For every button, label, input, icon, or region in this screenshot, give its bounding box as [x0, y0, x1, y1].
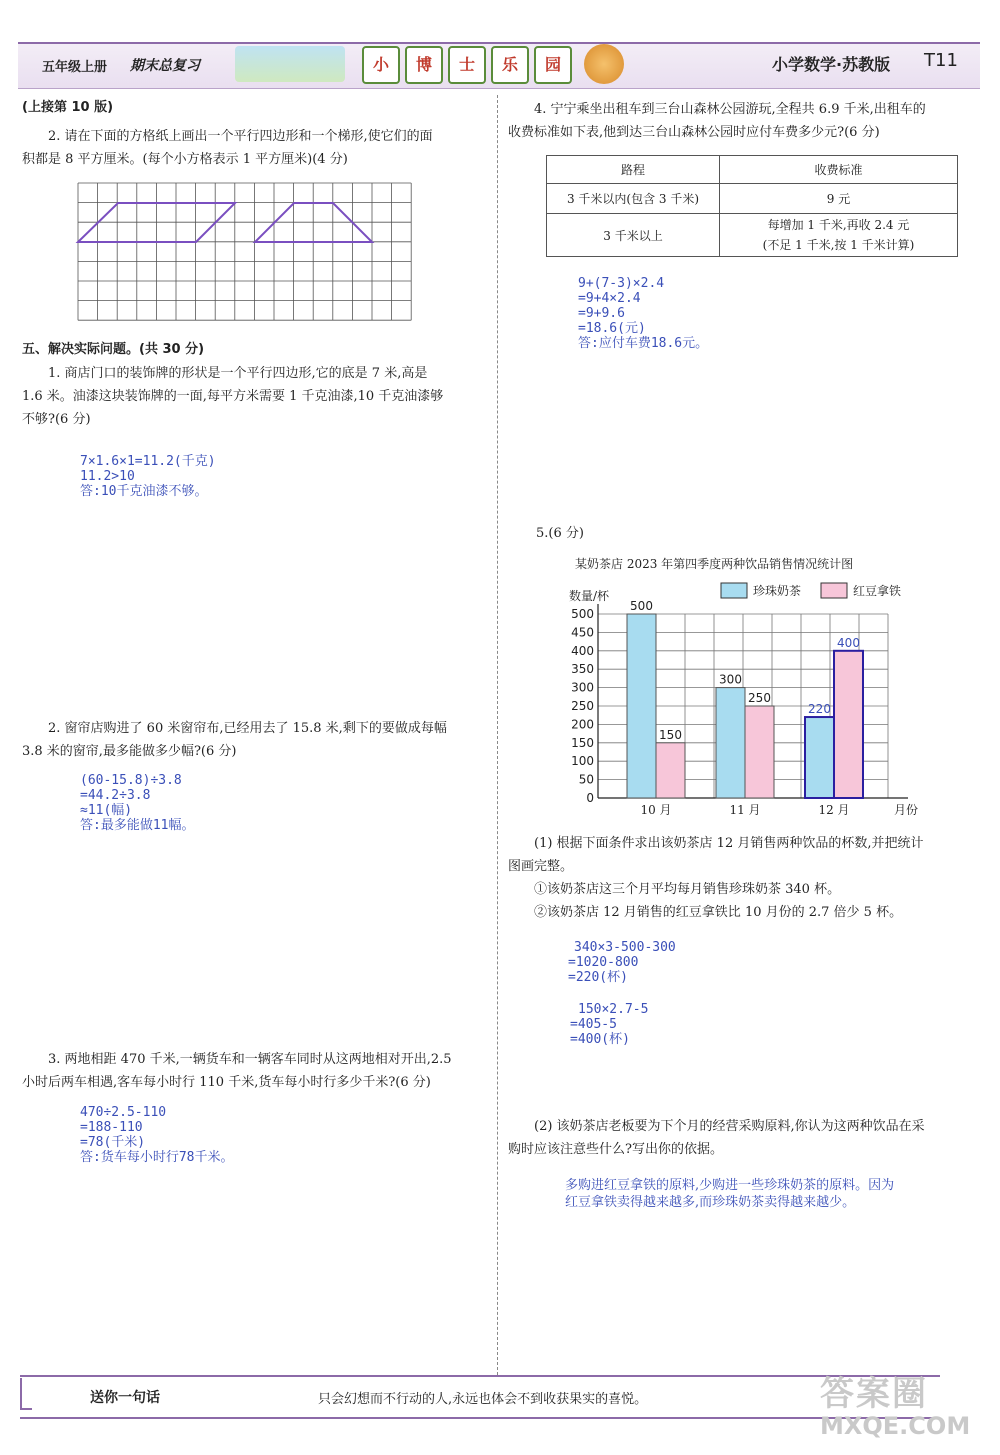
y-tick-label: 300	[571, 680, 594, 695]
p4-ans-2: =9+4×2.4	[578, 291, 641, 306]
p1-ans-2: 11.2>10	[80, 469, 135, 484]
x-axis-label: 月份	[894, 803, 919, 817]
legend-swatch-0	[721, 583, 747, 598]
bar-0-0	[627, 614, 656, 798]
p1-line-3: 不够?(6 分)	[22, 412, 91, 427]
p3-line-1: 3. 两地相距 470 千米,一辆货车和一辆客车同时从这两地相对开出,2.5	[48, 1052, 452, 1067]
tile-4: 乐	[491, 46, 529, 84]
watermark-top: 答案圈	[820, 1374, 928, 1414]
fee-row2-price: 每增加 1 千米,再收 2.4 元	[767, 218, 910, 232]
page-number: T11	[924, 50, 958, 71]
subject-label: 小学数学·苏教版	[772, 55, 891, 74]
fee-header-standard: 收费标准	[720, 156, 958, 184]
p1-answer	[80, 454, 216, 499]
p3-ans-2: =188-110	[80, 1120, 143, 1135]
p2-ans-2: =44.2÷3.8	[80, 788, 151, 803]
q2-text	[22, 125, 492, 171]
p5-ans2-3: =400(杯)	[570, 1032, 630, 1047]
fee-table	[546, 155, 958, 257]
p5-ans3-1: 多购进红豆拿铁的原料,少购进一些珍珠奶茶的原料。因为	[565, 1178, 895, 1193]
bar-value-label: 220	[808, 702, 831, 717]
y-tick-label: 500	[571, 607, 594, 621]
p5-q1-line-3: ①该奶茶店这三个月平均每月销售珍珠奶茶 340 杯。	[534, 882, 841, 897]
chart-title: 某奶茶店 2023 年第四季度两种饮品销售情况统计图	[575, 557, 854, 571]
p5-ans2-2: =405-5	[570, 1017, 617, 1032]
bar-1-0	[656, 743, 685, 798]
p4-answer	[578, 276, 708, 351]
legend-label-1: 红豆拿铁	[853, 584, 902, 598]
p3-text	[22, 1048, 492, 1094]
p5-q2-line-2: 购时应该注意些什么?写出你的依据。	[508, 1142, 723, 1157]
y-tick-label: 250	[571, 699, 594, 713]
p4-ans-5: 答:应付车费18.6元。	[578, 336, 709, 351]
continued-note: (上接第 10 版)	[22, 100, 114, 115]
p3-answer	[80, 1105, 233, 1165]
bar-1-1	[745, 706, 774, 798]
p2-ans-3: ≈11(幅)	[80, 803, 133, 818]
footer-bracket-icon	[20, 1378, 32, 1410]
p5-ans1-3: =220(杯)	[568, 970, 628, 985]
p5-label: 5.(6 分)	[536, 526, 584, 541]
p1-ans-3: 答:10千克油漆不够。	[80, 484, 208, 499]
q2-line-1: 2. 请在下面的方格纸上画出一个平行四边形和一个梯形,使它们的面	[48, 129, 433, 144]
bar-value-label: 150	[659, 727, 682, 742]
p5-q1-line-2: 图画完整。	[508, 859, 574, 874]
y-tick-label: 350	[571, 662, 594, 677]
tile-3: 士	[448, 46, 486, 84]
y-tick-label: 400	[571, 643, 594, 658]
bar-value-label: 300	[719, 672, 742, 687]
p2-line-2: 3.8 米的窗帘,最多能做多少幅?(6 分)	[22, 744, 237, 759]
y-tick-label: 0	[586, 791, 594, 805]
fee-row1-distance: 3 千米以内(包含 3 千米)	[547, 184, 720, 214]
tile-2: 博	[405, 46, 443, 84]
x-tick-label: 11 月	[729, 803, 761, 817]
p3-ans-3: =78(千米)	[80, 1135, 146, 1150]
p3-ans-4: 答:货车每小时行78千米。	[80, 1150, 234, 1165]
p5-q1-line-4: ②该奶茶店 12 月销售的红豆拿铁比 10 月份的 2.7 倍少 5 杯。	[534, 905, 903, 920]
p4-text	[508, 98, 978, 144]
p2-line-1: 2. 窗帘店购进了 60 米窗帘布,已经用去了 15.8 米,剩下的要做成每幅	[48, 721, 447, 736]
x-tick-label: 12 月	[818, 803, 850, 817]
tile-1: 小	[362, 46, 400, 84]
p5-q1-line-1: (1) 根据下面条件求出该奶茶店 12 月销售两种饮品的杯数,并把统计	[534, 836, 924, 851]
bar-0-1	[716, 688, 745, 798]
p1-text	[22, 362, 492, 431]
column-divider	[497, 95, 498, 1375]
p5-ans1-1: 340×3-500-300	[574, 940, 676, 955]
p2-ans-1: (60-15.8)÷3.8	[80, 773, 182, 788]
p5-q1-text	[508, 832, 978, 924]
section-label: 期末总复习	[130, 58, 200, 74]
fee-row2-note: (不足 1 千米,按 1 千米计算)	[762, 238, 915, 252]
tile-5: 园	[534, 46, 572, 84]
p4-ans-3: =9+9.6	[578, 306, 625, 321]
footer-label: 送你一句话	[90, 1390, 160, 1406]
fee-row1-price: 9 元	[720, 184, 958, 214]
p2-ans-4: 答:最多能做11幅。	[80, 818, 195, 833]
legend-label-0: 珍珠奶茶	[753, 584, 802, 598]
p5-q2-text	[508, 1115, 978, 1161]
p5-answer-1	[568, 940, 676, 985]
grade-label: 五年级上册	[42, 60, 108, 75]
p2-answer	[80, 773, 194, 833]
fee-row2-distance: 3 千米以上	[547, 214, 720, 257]
watermark-bottom: MXQE.COM	[820, 1412, 971, 1440]
p4-ans-4: =18.6(元)	[578, 321, 646, 336]
y-tick-label: 50	[578, 772, 594, 787]
mascot-icon	[584, 44, 624, 84]
p4-ans-1: 9+(7-3)×2.4	[578, 276, 665, 291]
p1-ans-1: 7×1.6×1=11.2(千克)	[80, 454, 216, 469]
p4-line-1: 4. 宁宁乘坐出租车到三台山森林公园游玩,全程共 6.9 千米,出租车的	[534, 102, 926, 117]
bar-0-2	[805, 717, 834, 798]
x-tick-label: 10 月	[640, 803, 672, 817]
q2-line-2: 积都是 8 平方厘米。(每个小方格表示 1 平方厘米)(4 分)	[22, 152, 348, 167]
p5-ans1-2: =1020-800	[568, 955, 639, 970]
p2-text	[22, 717, 492, 763]
y-axis-label: 数量/杯	[569, 589, 610, 603]
p1-line-1: 1. 商店门口的装饰牌的形状是一个平行四边形,它的底是 7 米,高是	[48, 366, 428, 381]
y-tick-label: 100	[571, 754, 594, 769]
footer-quote: 只会幻想而不行动的人,永远也体会不到收获果实的喜悦。	[318, 1392, 648, 1407]
p1-line-2: 1.6 米。油漆这块装饰牌的一面,每平方米需要 1 千克油漆,10 千克油漆够	[22, 389, 444, 404]
p3-ans-1: 470÷2.5-110	[80, 1105, 167, 1120]
bar-value-label: 400	[837, 635, 860, 650]
section5-title: 五、解决实际问题。(共 30 分)	[22, 342, 205, 357]
p3-line-2: 小时后两车相遇,客车每小时行 110 千米,货车每小时行多少千米?(6 分)	[22, 1075, 431, 1090]
bar-value-label: 500	[630, 599, 653, 613]
y-tick-label: 450	[571, 625, 594, 640]
p5-answer-3	[565, 1177, 965, 1211]
legend-swatch-1	[821, 583, 847, 598]
bar-1-2	[834, 651, 863, 798]
grid-paper	[78, 183, 433, 321]
p5-ans2-1: 150×2.7-5	[578, 1002, 649, 1017]
p5-ans3-2: 红豆拿铁卖得越来越多,而珍珠奶茶卖得越来越少。	[565, 1195, 856, 1210]
fee-header-distance: 路程	[547, 156, 720, 184]
decor-scene	[235, 46, 345, 82]
p4-line-2: 收费标准如下表,他到达三台山森林公园时应付车费多少元?(6 分)	[508, 125, 880, 140]
y-tick-label: 150	[571, 735, 594, 750]
y-tick-label: 200	[571, 717, 594, 732]
sales-bar-chart	[555, 550, 919, 825]
bar-value-label: 250	[748, 691, 771, 705]
p5-answer-2	[570, 1002, 648, 1047]
p5-q2-line-1: (2) 该奶茶店老板要为下个月的经营采购原料,你认为这两种饮品在采	[534, 1119, 925, 1134]
